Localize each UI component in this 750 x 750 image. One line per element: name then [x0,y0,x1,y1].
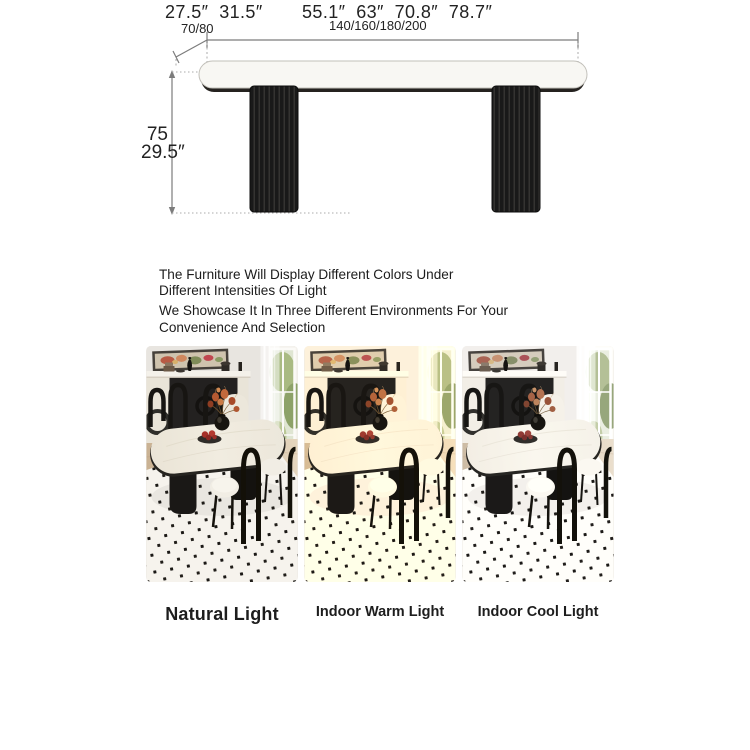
description-line: The Furniture Will Display Different Colors Under [159,267,454,282]
gallery-item-warm-light [304,346,456,625]
photo-caption: Indoor Cool Light [477,604,599,620]
depth-inches-label: 27.5″ 31.5″ [165,2,263,22]
description-line: Convenience And Selection [159,319,326,335]
photo-indoor-warm-light [304,346,456,582]
lighting-gallery [146,346,614,625]
table-leg-left [250,86,298,212]
width-inches-label: 55.1″ 63″ 70.8″ 78.7″ [302,2,493,22]
width-dimension-line [207,32,578,48]
gallery-item-natural-light [146,346,298,625]
height-inches-label: 29.5″ [141,142,185,163]
table-top [199,61,587,88]
photo-natural-light [146,346,298,582]
depth-cm-label: 70/80 [181,21,214,36]
description-line: Different Intensities Of Light [159,283,327,299]
height-cm-label: 75 [146,124,168,145]
gallery-item-cool-light [462,346,614,625]
photo-indoor-cool-light [462,346,614,582]
lighting-description [159,267,508,336]
photo-caption: Indoor Warm Light [315,604,445,620]
table-leg-right [492,86,540,212]
width-cm-label: 140/160/180/200 [329,18,427,33]
photo-caption: Natural Light [165,604,279,624]
depth-dimension-line [173,40,207,63]
table-illustration [199,61,587,212]
description-line: We Showcase It In Three Different Environments For Your [159,303,509,319]
